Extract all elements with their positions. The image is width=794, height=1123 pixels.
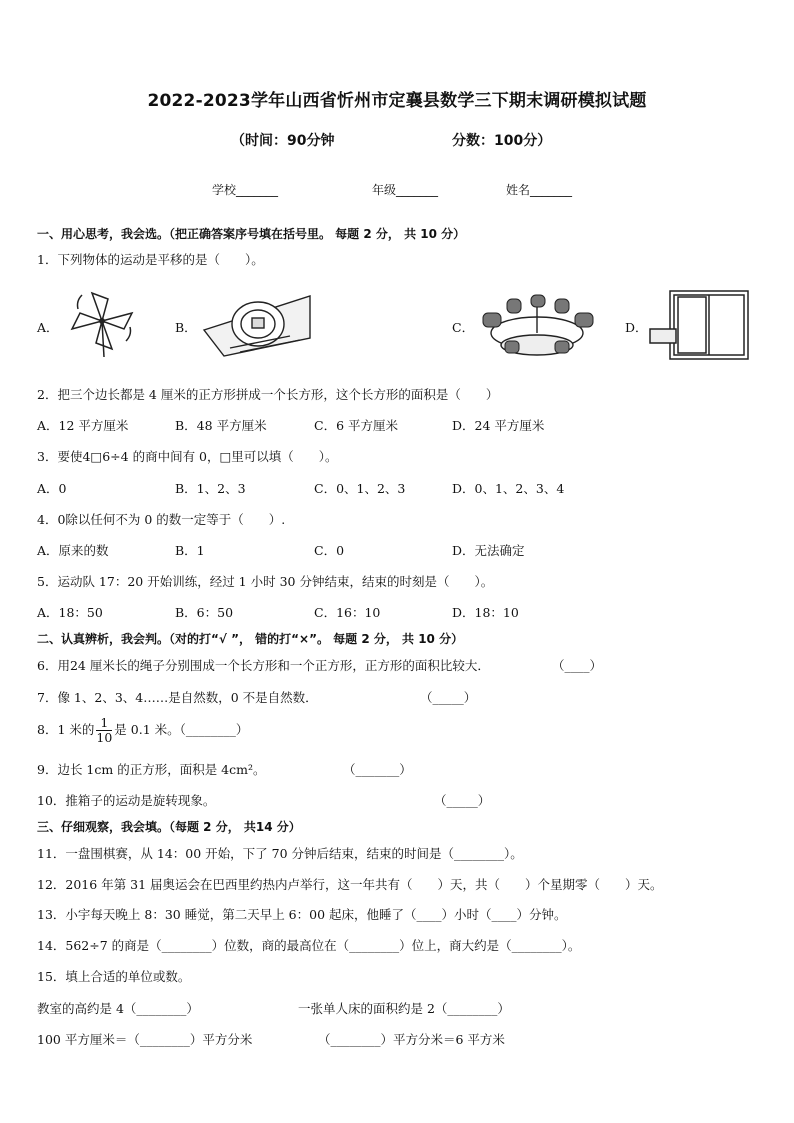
exam-score: 分数：100分）	[452, 133, 552, 149]
q4-option-b: B．1	[175, 543, 205, 558]
q8-denominator: 10	[96, 730, 113, 745]
question-2: 2．把三个边长都是 4 厘米的正方形拼成一个长方形，这个长方形的面积是（ ）	[37, 387, 499, 402]
question-11: 11．一盘围棋赛，从 14：00 开始，下了 70 分钟后结束，结束的时间是（________）。	[37, 846, 523, 861]
pinwheel-image	[62, 285, 142, 357]
q1-option-b: B．	[175, 320, 197, 335]
q8-numerator: 1	[96, 716, 112, 731]
page-title: 2022-2023学年山西省忻州市定襄县数学三下期末调研模拟试题	[147, 91, 647, 111]
exam-time: （时间：90分钟	[231, 133, 335, 149]
q4-option-d: D．无法确定	[452, 543, 525, 558]
q7-answer-blank[interactable]: （_____）	[420, 690, 477, 705]
name-field: 姓名_______	[506, 183, 573, 197]
q5-option-c: C．16：10	[314, 605, 381, 620]
q1-option-c: C．	[452, 320, 475, 335]
sliding-window-image	[648, 289, 752, 361]
q15-part-a: 教室的高约是 4（________）	[37, 1001, 199, 1016]
q15-part-d: （________）平方分米＝6 平方米	[318, 1032, 505, 1047]
q2-option-b: B．48 平方厘米	[175, 418, 267, 433]
question-1: 1．下列物体的运动是平移的是（ ）。	[37, 252, 264, 267]
question-8	[37, 716, 248, 745]
section-1-heading: 一、用心思考，我会选。（把正确答案序号填在括号里。 每题 2 分， 共 10 分）	[37, 227, 466, 241]
question-3: 3．要使4□6÷4 的商中间有 0，□里可以填（ ）。	[37, 449, 338, 464]
question-14: 14．562÷7 的商是（________）位数，商的最高位在（________）位上，商大约是（________）。	[37, 938, 581, 953]
q4-option-c: C．0	[314, 543, 345, 558]
q2-option-d: D．24 平方厘米	[452, 418, 545, 433]
q2-option-c: C．6 平方厘米	[314, 418, 398, 433]
question-6: 6．用24 厘米长的绳子分别围成一个长方形和一个正方形，正方形的面积比较大．	[37, 658, 490, 673]
q3-option-c: C．0、1、2、3	[314, 481, 406, 496]
q8-fraction	[96, 716, 112, 745]
question-15: 15．填上合适的单位或数。	[37, 969, 191, 984]
q2-option-a: A．12 平方厘米	[37, 418, 129, 433]
rotating-ride-image	[475, 293, 600, 361]
q10-answer-blank[interactable]: （_____）	[434, 793, 491, 808]
q5-option-d: D．18：10	[452, 605, 519, 620]
question-7: 7．像 1、2、3、4……是自然数，0 不是自然数．	[37, 690, 318, 705]
q8-suffix: 是 0.1 米。（________）	[114, 722, 249, 737]
q15-part-c: 100 平方厘米＝（________）平方分米	[37, 1032, 253, 1047]
q3-option-d: D．0、1、2、3、4	[452, 481, 565, 496]
question-10: 10．推箱子的运动是旋转现象。	[37, 793, 216, 808]
q3-option-a: A．0	[37, 481, 67, 496]
q15-part-b: 一张单人床的面积约是 2（________）	[298, 1001, 510, 1016]
q3-option-b: B．1、2、3	[175, 481, 246, 496]
question-9: 9．边长 1cm 的正方形，面积是 4cm²。	[37, 762, 266, 777]
school-field: 学校_______	[212, 183, 279, 197]
question-5: 5．运动队 17：20 开始训练，经过 1 小时 30 分钟结束，结束的时刻是（ ）。	[37, 574, 494, 589]
steering-wheel-image	[200, 290, 315, 360]
q5-option-a: A．18：50	[37, 605, 103, 620]
section-2-heading: 二、认真辨析，我会判。（对的打“√ ”， 错的打“×”。 每题 2 分， 共 10 分）	[37, 632, 464, 646]
question-13: 13．小宇每天晚上 8：30 睡觉，第二天早上 6：00 起床，他睡了（____）小时（____）分钟。	[37, 907, 567, 922]
q5-option-b: B．6：50	[175, 605, 234, 620]
grade-field: 年级_______	[372, 183, 439, 197]
q1-option-a: A．	[37, 320, 59, 335]
question-4: 4．0除以任何不为 0 的数一定等于（ ）.	[37, 512, 286, 527]
q6-answer-blank[interactable]: （____）	[552, 658, 603, 673]
section-3-heading: 三、仔细观察，我会填。（每题 2 分， 共14 分）	[37, 820, 301, 834]
q8-prefix: 8．1 米的	[37, 722, 95, 737]
q4-option-a: A．原来的数	[37, 543, 109, 558]
question-12: 12．2016 年第 31 届奥运会在巴西里约热内卢举行，这一年共有（ ）天，共（ ）个星期零（ ）天。	[37, 877, 663, 892]
q1-option-d: D．	[625, 320, 648, 335]
q9-answer-blank[interactable]: （_______）	[343, 762, 412, 777]
